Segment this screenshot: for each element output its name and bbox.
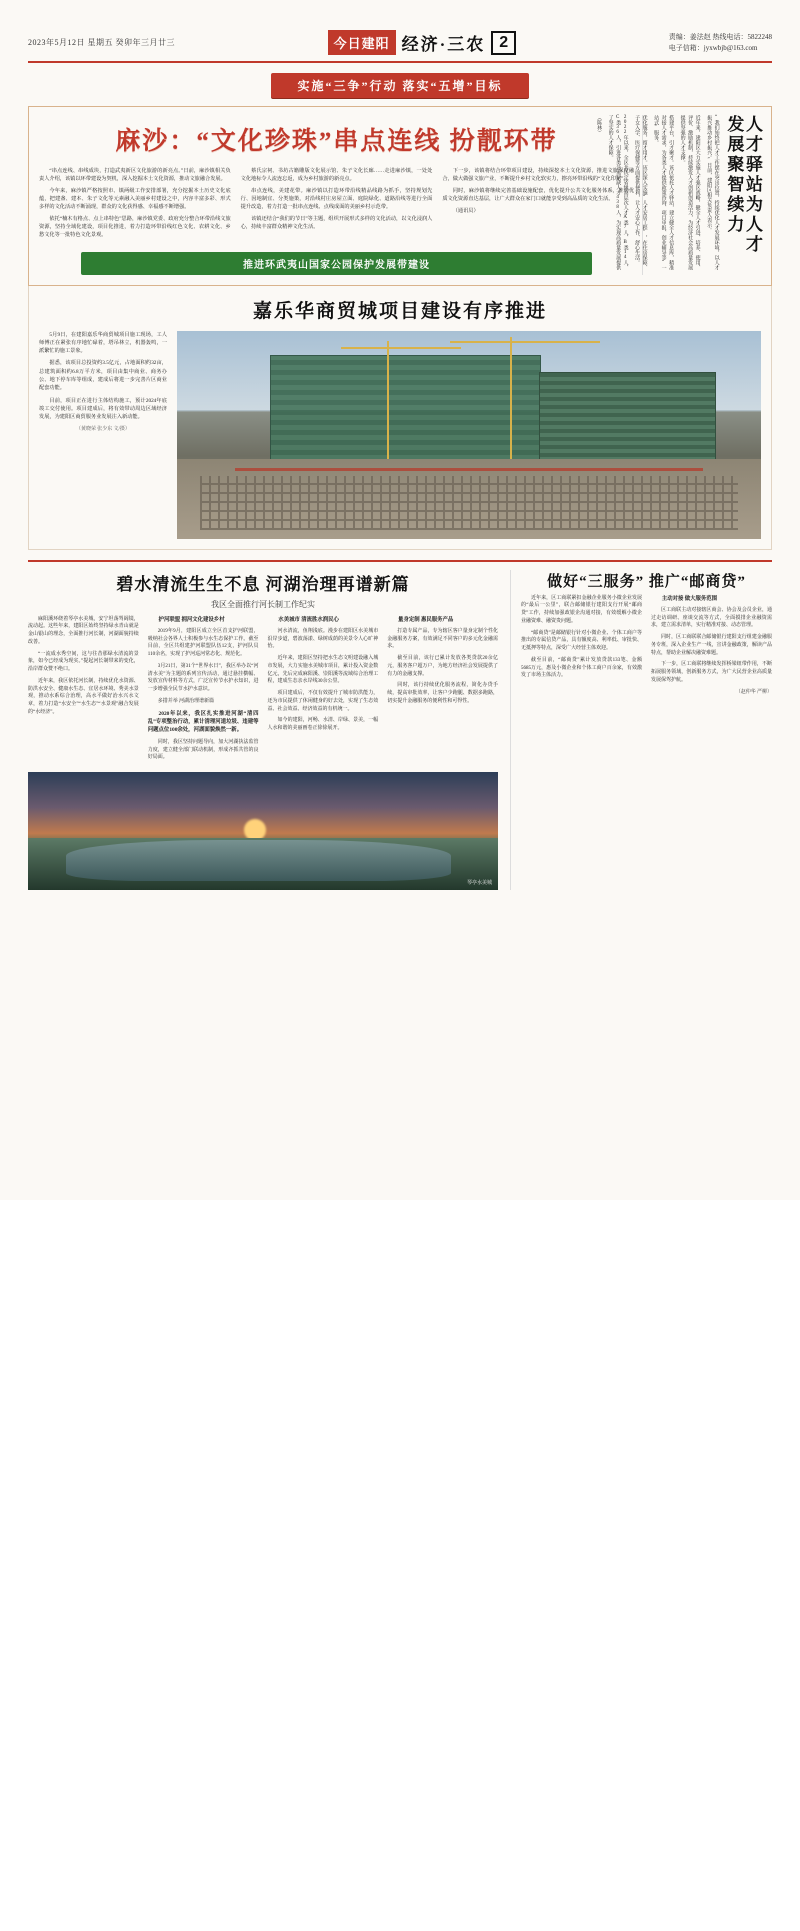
paragraph: 河水清流，鱼翔浅底。漫步在建阳区水美城市沿岸步道，碧波荡漾、绿树成荫的美景令人心旷神怡。 [267,628,379,650]
paragraph: “一流成水秀空间，这与往昔那绿水清流的景象，如今已经成为现实。”提起河长制带来的变化，沿岸群众赞不绝口。 [28,651,139,672]
river-col-1 [28,616,139,767]
top-article-main [39,115,634,275]
feature-article [28,286,772,550]
email-contact-line: 电子信箱：jyxwbjb@163.com [668,43,758,52]
river-city-photo [28,772,498,890]
top-article-col-1 [39,167,231,244]
campaign-banner-wrap [28,73,772,98]
building-scaffold-left [270,355,541,465]
paragraph: 串点连线，美建花带。麻沙镇以打造环带沿线精品线路为抓手，坚持规划先行、因地制宜、分类施策，对沿线村庄房屋立面、庭院绿化、道路沿线等进行全面提升改造，着力打造一批串点连线、点线成面的美丽乡村示范带。 [240,188,433,211]
vertical-article-text [678,115,701,275]
rebar-grid [200,476,737,530]
feature-text [39,331,167,539]
paragraph: 蔡氏宗祠、书坊古籍雕版文化展示馆、朱子文化长廊……走进麻沙镇，一处处文化地标令人流连忘返，成为乡村旅游的新亮点。 [240,168,433,183]
paragraph: 近年来，我区依托河长制，持续优化水资源、防洪水安全、健康水生态、宜居水环境、秀美水景观，推动水系综合治理，高水平做好治水兴水文章，着力打造“水安全”“水生态”“水景观”融合发展的“水经济”。 [28,678,139,715]
bank-article-columns [521,595,772,697]
section-divider [28,560,772,562]
paragraph: 截至目前，“邮商贷”累计发放贷款133笔、金额5685万元，惠及小微企业和个体工商户百余家，有效激发了市场主体活力。 [521,657,642,679]
masthead-contact [669,32,772,53]
paragraph: 同时，该行持续优化服务流程，简化办贷手续，提高审批效率，让客户少跑腿、数据多跑路，切实提升金融服务的便利性和可得性。 [387,683,498,704]
paragraph: 该镇还结合“我们的节日”等主题，组织开展形式多样的文化活动，以文化浸润人心，持续丰富群众精神文化生活。 [240,216,433,231]
vertical-article-text [633,115,648,275]
feature-body [39,331,761,539]
feature-title: 嘉乐华商贸城项目建设有序推进 [252,300,547,322]
river-article [28,570,498,891]
river-col-2 [148,616,259,767]
newspaper-logo: 今日建阳 [328,30,396,55]
bank-service-article [510,570,772,891]
section-title: 经济·三农 [401,35,486,54]
construction-site-photo [177,331,761,539]
byline: （赵仲华 严柳） [735,689,772,695]
paragraph: 今年来，麻沙镇严格按照市、镇两级工作安排部署，充分挖掘本土历史文化底蕴，把建盏、建本、朱子文化等元素融入美丽乡村建设之中，内容丰富多彩、形式多样的文化活动不断涌现，群众的文化获得感、幸福感不断增强。 [39,188,231,211]
paragraph: “串点连线、串线成块，打造武夷新区文化旅游的新亮点。”日前，麻沙镇相关负责人介绍，该镇以环带建设为契机，深入挖掘本土文化资源，推动文旅融合发展。 [39,168,231,183]
vertical-article-text [652,115,675,275]
paragraph: 多措并举 河湖治理谱新篇 [157,698,215,704]
vertical-article-text [705,115,720,275]
editor-contact-line: 责编：姜法赵 热线电话：5822248 [668,33,772,41]
vertical-article-text [606,115,629,275]
paragraph: 区工商联主动对接辖区商会、协会及会员企业，通过走访调研、座谈交流等方式，全面摸排企业融资需求，建立需求清单，实行精准对接、动态管理。 [651,607,772,629]
paragraph: 截至目前，该行已累计发放各类贷款20余亿元，服务客户超万户，为地方经济社会发展提供了有力的金融支撑。 [387,656,498,677]
top-article-block [28,106,772,286]
river-article-columns [28,616,498,767]
paragraph: （通讯员） [452,208,479,215]
tower-crane-icon [387,341,389,462]
paragraph: 目前，项目正在进行主体结构施工，预计2024年底竣工交付使用。项目建成后，将有效带动周边区域经济发展，为建阳区商贸服务业发展注入新动能。 [39,397,167,421]
paragraph: 下一步，该镇将结合环带项目建设，持续深挖本土文化资源，推进文旅深度融合，做大做强文旅产业，不断提升乡村文化软实力，擦亮环带沿线的“文化印记”。 [442,168,635,183]
river-bend [66,840,451,880]
paragraph: 依托“楠木有格点、点上串特色”思路，麻沙镇党委、政府充分整合环带沿线文旅资源，坚持全域化建设，项目化推进，着力打造环带沿线红色文化、农耕文化、乡愁文化等一批特色文化景观。 [39,216,231,239]
bank-article-title: 做好“三服务” 推广“邮商贷” [547,573,746,590]
bottom-section [28,570,772,891]
green-slogan-bar: 推进环武夷山国家公园保护发展带建设 [81,252,593,275]
issue-date: 2023年5月12日 星期五 癸卯年三月廿三 [28,38,175,47]
masthead-center [328,30,517,55]
paragraph: 下一步，区工商联将继续发挥桥梁纽带作用，不断拓展服务领域，创新服务方式，为广大民营企业高质量发展保驾护航。 [651,662,772,683]
paragraph: 搭建平台，引才聚才。该区依托人才驿站，建立健全人才信息库，精准对接人才需求，为各类人才提供政策咨询、项目申报、创业辅导等“一站式”服务。 [653,115,674,270]
river-article-subtitle: 我区全面推行河长制工作纪实 [211,599,315,609]
safety-line [235,468,702,471]
paragraph: 如今的建阳，河畅、水清、岸绿、景美，一幅人水和谐的美丽画卷正徐徐展开。 [267,718,379,732]
vertical-article-byline: （陈林） [596,115,602,135]
subheading: 主动对接 做大服务范围 [661,595,718,602]
paragraph: “邮商贷”是邮储银行针对小微企业、个体工商户等推出的专属信贷产品，具有额度高、利率低、审批快、无抵押等特点，深受广大经营主体欢迎。 [521,630,642,651]
vertical-article-title: 人才驿站为人才发展聚智续力 [724,115,762,255]
paragraph: 打造专属产品，专为辖区客户量身定制个性化金融服务方案，有效满足不同客户的多元化金融需求。 [387,628,498,650]
top-article-columns [39,167,634,244]
building-scaffold-right [539,372,716,466]
paragraph: 5月9日，在建阳嘉乐华商贸城项目施工现场，工人师傅正在紧张有序地忙碌着，塔吊林立，机器轰鸣，一派繁忙的施工景象。 [39,331,167,355]
paragraph: 近年来，建阳区大力实施人才强区战略，健全人才引进、培养、使用、评价、激励机制，持续激发人才创新创造活力，为经济社会高质量发展提供坚强的人才支撑。 [679,115,700,270]
river-article-title: 碧水清流生生不息 河湖治理再谱新篇 [116,574,410,594]
paragraph: 项目建成后，不仅有效提升了城市防洪能力，还为市民提供了休闲健身的好去处，实现了生态效益、社会效益、经济效益的有机统一。 [267,691,379,712]
subheading: 2020年以来，我区扎实推进河湖“清四乱”专项整治行动，累计清理河道垃圾、违建等问题点位100余处，河湖面貌焕然一新。 [147,710,259,734]
paragraph: 3月21日，第31个“世界水日”，我区举办以“河清水美”为主题的系列宣传活动，通过悬挂横幅、发放宣传材料等方式，广泛宣传节水护水知识，进一步增强全民节水护水意识。 [147,663,259,693]
paragraph: 同时，区工商联联合邮储银行建阳支行组建金融服务专班，深入企业生产一线，宣讲金融政策，解读产品特点，帮助企业解决融资难题。 [651,635,772,656]
paragraph: “我们始终把人才工作摆在突出位置，持续优化人才发展环境，以人才振兴推动乡村振兴。”日前，建阳区相关负责人表示。 [706,115,719,270]
subheading: 水美城市 清流胜水润民心 [278,616,339,623]
bank-col-1 [521,595,642,697]
paragraph: 近年来，区工商联紧扣金融企业服务小微企业发展的“最后一公里”，联合邮储银行建阳支行开展“邮商贷”工作，持续加强政银企沟通对接，有效缓解小微企业融资难、融资贵问题。 [521,595,642,624]
paragraph: 同时，麻沙镇将继续完善基础设施配套，优化提升公共文化服务体系，推动优质文化资源直达基层，让广大群众在家门口就能享受到高品质的文化生活。 [442,188,635,203]
paragraph: 2019年9月，建阳区成立全区首支护河联盟，吸纳社会各界人士积极参与水生态保护工作。截至目前，全区共组建护河联盟队伍12支，护河队员110余名，实现了护河巡河常态化、规范化。 [147,628,259,658]
paragraph: 近年来，建阳区坚持把水生态文明建设融入城市发展，大力实施水美城市项目，累计投入资金数亿元，先后完成麻阳溪、崇阳溪等流域综合治理工程，建成生态亲水岸线30余公里。 [267,656,379,685]
photo-credit: （黄晓荣 张少东 文/摄） [76,426,130,432]
river-col-3 [268,616,379,767]
top-headline: 麻沙：“文化珍珠”串点连线 扮靓环带 [115,128,558,155]
photo-caption: 琴亭水美城 [466,881,492,886]
page-number: 2 [491,31,516,55]
paragraph: 同时，我区坚持问题导向，加大河湖执法监管力度，建立健全部门联动机制，形成齐抓共管的良好局面。 [147,739,259,761]
bank-col-2 [651,595,772,697]
campaign-banner: 实施“三争”行动 落实“五增”目标 [271,73,528,98]
tower-crane-icon [510,337,512,466]
vertical-article [596,115,762,275]
paragraph: 优化服务，留才用才。该区深入实施“人才安居工程”，在住房保障、子女入学、医疗保健等方面提供便利，让人才安心工作、舒心生活。 [634,115,647,270]
paragraph: 据悉，该项目总投资约3.5亿元，占地面积约32亩，总建筑面积约6.8万平方米，项目由集中商业、商务办公、地下停车库等组成，建成后将进一步完善片区商业配套功能。 [39,360,167,392]
river-col-4 [387,616,498,767]
top-article-col-2 [241,167,433,244]
subheading: 量身定制 惠民服务产品 [398,616,454,623]
paragraph: 2022年以来，全区共认定省级高层次人才A类7人、B类14人、C类36人，引进各类急需紧缺人才438人，为实现高质量发展提供了坚实的人才保障。 [607,115,628,270]
paragraph: 麻阳溪环绕着琴亭水美城，安宁坦荡驾阔镜，流动起。这些年来，建阳区始终坚持绿水青山就是金山银山的理念，全面推行河长制，河湖面貌持续改善。 [28,616,139,645]
masthead [28,30,772,63]
subheading: 护河联盟 拥河文化建设乡村 [158,616,225,623]
